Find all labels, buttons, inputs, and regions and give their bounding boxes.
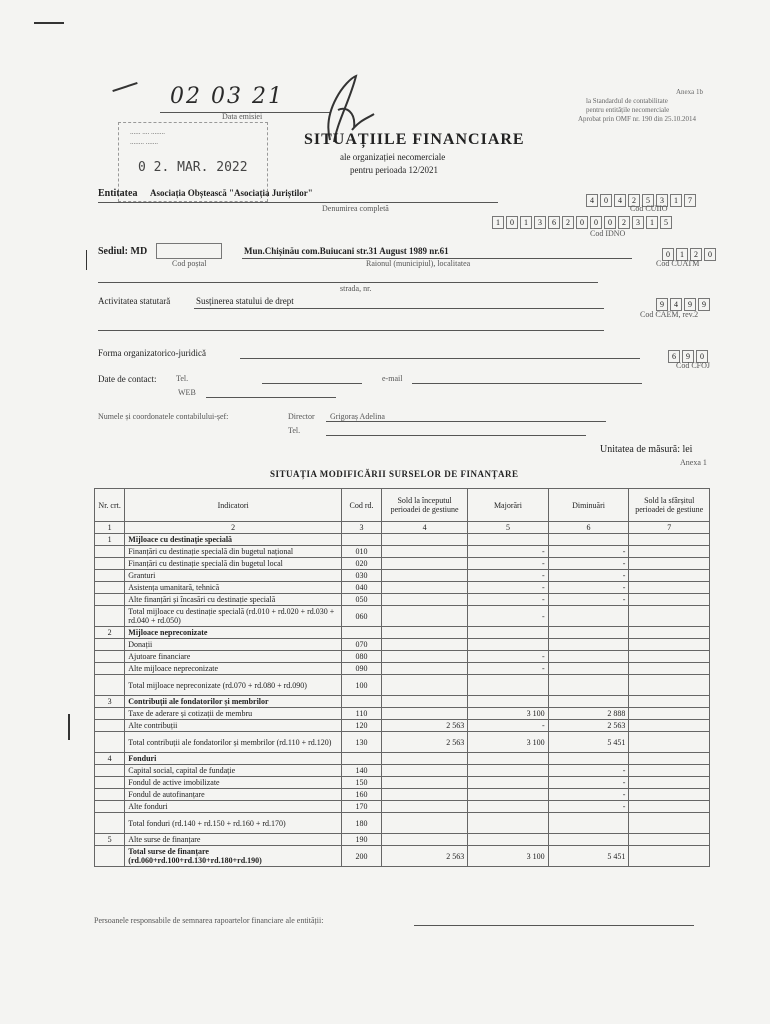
row-closing-balance: [629, 546, 710, 558]
row-closing-balance: [629, 594, 710, 606]
row-nr: 5: [95, 834, 125, 846]
row-code: 070: [342, 639, 382, 651]
row-opening-balance: [381, 627, 467, 639]
row-code: 120: [342, 720, 382, 732]
document-subtitle-1: ale organizației necomerciale: [340, 152, 446, 162]
unit-of-measure: Unitatea de măsură: lei: [600, 444, 693, 455]
caem-label: Cod CAEM, rev.2: [640, 310, 699, 319]
row-code: 060: [342, 606, 382, 627]
table-number-row: [95, 522, 710, 534]
row-opening-balance: [381, 639, 467, 651]
activity-value: Susținerea statului de drept: [196, 296, 294, 306]
row-nr: 1: [95, 534, 125, 546]
row-indicator: Taxe de aderare și cotizații de membru: [125, 708, 342, 720]
annex-line-2: la Standardul de contabilitate: [586, 97, 668, 105]
col-number: 4: [381, 522, 467, 534]
row-nr: [95, 708, 125, 720]
row-closing-balance: [629, 627, 710, 639]
postal-code-caption: Cod poștal: [172, 259, 207, 268]
col-number: 6: [548, 522, 629, 534]
table-row: [95, 813, 710, 834]
col-number: 2: [125, 522, 342, 534]
row-code: 030: [342, 570, 382, 582]
row-decreases: -: [548, 765, 629, 777]
table-row: [95, 534, 710, 546]
street-caption: strada, nr.: [340, 284, 372, 293]
row-increases: -: [468, 663, 548, 675]
scan-mark-left: [68, 714, 70, 740]
row-indicator: Mijloace cu destinație specială: [125, 534, 342, 546]
row-increases: [468, 789, 548, 801]
row-closing-balance: [629, 639, 710, 651]
col-number: 3: [342, 522, 382, 534]
row-opening-balance: 2 563: [381, 732, 467, 753]
email-label: e-mail: [382, 374, 403, 383]
row-increases: [468, 765, 548, 777]
table-caption: SITUAȚIA MODIFICĂRII SURSELOR DE FINANȚARE: [270, 469, 519, 479]
handwritten-date: 02 03 21: [170, 84, 284, 109]
responsible-label: Numele și coordonatele contabilului-șef:: [98, 412, 229, 421]
row-code: 080: [342, 651, 382, 663]
table-row: [95, 663, 710, 675]
row-decreases: -: [548, 558, 629, 570]
legal-form-label: Forma organizatorico-juridică: [98, 348, 207, 358]
table-row: [95, 846, 710, 867]
row-code: 150: [342, 777, 382, 789]
row-opening-balance: [381, 606, 467, 627]
pen-stroke: [112, 82, 137, 92]
row-opening-balance: 2 563: [381, 720, 467, 732]
row-decreases: -: [548, 594, 629, 606]
row-nr: [95, 651, 125, 663]
row-decreases: [548, 534, 629, 546]
row-decreases: -: [548, 789, 629, 801]
row-opening-balance: [381, 534, 467, 546]
table-row: [95, 732, 710, 753]
row-increases: [468, 801, 548, 813]
row-closing-balance: [629, 813, 710, 834]
row-nr: 2: [95, 627, 125, 639]
stamp-date: 0 2. MAR. 2022: [138, 160, 248, 175]
header-code: Cod rd.: [342, 489, 382, 522]
row-nr: [95, 777, 125, 789]
row-indicator: Total surse de finanțare (rd.060+rd.100+rd.130+rd.180+rd.190): [125, 846, 342, 867]
table-row: [95, 639, 710, 651]
table-row: [95, 789, 710, 801]
row-nr: [95, 558, 125, 570]
row-code: 110: [342, 708, 382, 720]
document-title: SITUAȚIILE FINANCIARE: [304, 131, 525, 148]
table-row: [95, 546, 710, 558]
row-closing-balance: [629, 582, 710, 594]
row-closing-balance: [629, 606, 710, 627]
header-decreases: Diminuări: [548, 489, 629, 522]
row-nr: [95, 675, 125, 696]
row-increases: [468, 834, 548, 846]
row-nr: [95, 582, 125, 594]
col-number: 7: [629, 522, 710, 534]
row-decreases: -: [548, 546, 629, 558]
header-closing-balance: Sold la sfârșitul perioadei de gestiune: [629, 489, 710, 522]
row-nr: [95, 594, 125, 606]
row-code: [342, 534, 382, 546]
idno-boxes: 1 0 1 3 6 2 0 0 0 2 3 1 5: [490, 212, 672, 230]
row-decreases: [548, 675, 629, 696]
row-indicator: Alte contribuții: [125, 720, 342, 732]
row-indicator: Finanțări cu destinație specială din bugetul național: [125, 546, 342, 558]
stamp-line-2: ........ .......: [130, 138, 158, 146]
row-closing-balance: [629, 801, 710, 813]
row-nr: [95, 765, 125, 777]
header-nr: Nr. crt.: [95, 489, 125, 522]
row-nr: [95, 732, 125, 753]
row-indicator: Total mijloace cu destinație specială (rd.010 + rd.020 + rd.030 + rd.040 + rd.050): [125, 606, 342, 627]
row-opening-balance: [381, 594, 467, 606]
row-code: [342, 627, 382, 639]
row-nr: [95, 813, 125, 834]
row-code: 170: [342, 801, 382, 813]
row-opening-balance: [381, 777, 467, 789]
table-row: [95, 834, 710, 846]
document-subtitle-2: pentru perioada 12/2021: [350, 165, 438, 175]
row-closing-balance: [629, 846, 710, 867]
row-code: 140: [342, 765, 382, 777]
row-decreases: [548, 627, 629, 639]
entity-value: Asociația Obștească "Asociația Juriștilor": [150, 188, 313, 198]
tel-label: Tel.: [176, 374, 189, 383]
row-opening-balance: [381, 801, 467, 813]
row-opening-balance: [381, 789, 467, 801]
row-opening-balance: [381, 558, 467, 570]
row-code: 190: [342, 834, 382, 846]
cuatm-boxes: 0 1 2 0: [660, 244, 716, 262]
row-indicator: Asistența umanitară, tehnică: [125, 582, 342, 594]
row-decreases: [548, 663, 629, 675]
row-increases: -: [468, 606, 548, 627]
row-closing-balance: [629, 720, 710, 732]
row-decreases: [548, 696, 629, 708]
row-increases: [468, 675, 548, 696]
table-row: [95, 753, 710, 765]
row-code: [342, 696, 382, 708]
footer-responsible-text: Persoanele responsabile de semnarea rapoartelor financiare ale entității:: [94, 916, 324, 925]
table-row: [95, 558, 710, 570]
row-indicator: Donații: [125, 639, 342, 651]
row-indicator: Alte mijloace nepreconizate: [125, 663, 342, 675]
row-decreases: 2 888: [548, 708, 629, 720]
row-indicator: Ajutoare financiare: [125, 651, 342, 663]
header-increases: Majorări: [468, 489, 548, 522]
row-opening-balance: [381, 663, 467, 675]
row-increases: 3 100: [468, 732, 548, 753]
entity-caption: Denumirea completă: [322, 204, 389, 213]
address-caption: Raionul (municipiul), localitatea: [366, 259, 471, 268]
row-decreases: [548, 606, 629, 627]
row-nr: [95, 846, 125, 867]
row-code: [342, 753, 382, 765]
scan-mark-top: [34, 22, 64, 24]
contact-label: Date de contact:: [98, 374, 157, 384]
row-nr: [95, 720, 125, 732]
row-closing-balance: [629, 732, 710, 753]
row-closing-balance: [629, 765, 710, 777]
row-indicator: Granturi: [125, 570, 342, 582]
row-nr: [95, 789, 125, 801]
address-value: Mun.Chișinău com.Buiucani str.31 August 1989 nr.61: [244, 246, 449, 256]
row-increases: -: [468, 651, 548, 663]
row-closing-balance: [629, 534, 710, 546]
row-code: 160: [342, 789, 382, 801]
table-row: [95, 696, 710, 708]
row-opening-balance: [381, 813, 467, 834]
row-nr: 3: [95, 696, 125, 708]
row-increases: [468, 777, 548, 789]
stamp-line-1: ...... .... ........: [130, 128, 165, 136]
row-increases: 3 100: [468, 708, 548, 720]
row-decreases: [548, 639, 629, 651]
row-indicator: Alte surse de finanțare: [125, 834, 342, 846]
row-opening-balance: [381, 834, 467, 846]
table-header-row: [95, 489, 710, 522]
table-row: [95, 801, 710, 813]
row-increases: -: [468, 570, 548, 582]
row-increases: -: [468, 582, 548, 594]
table-body: [95, 534, 710, 867]
idno-label: Cod IDNO: [590, 229, 626, 238]
table-row: [95, 570, 710, 582]
row-decreases: [548, 834, 629, 846]
row-code: 040: [342, 582, 382, 594]
row-code: 050: [342, 594, 382, 606]
row-increases: -: [468, 594, 548, 606]
row-opening-balance: [381, 582, 467, 594]
row-nr: [95, 570, 125, 582]
row-increases: -: [468, 720, 548, 732]
row-opening-balance: [381, 708, 467, 720]
row-code: 020: [342, 558, 382, 570]
table-row: [95, 708, 710, 720]
row-nr: [95, 546, 125, 558]
row-opening-balance: [381, 651, 467, 663]
annex-1-label: Anexa 1: [680, 458, 707, 467]
annex-line-1: Anexa 1b: [676, 88, 704, 96]
row-closing-balance: [629, 696, 710, 708]
row-decreases: 5 451: [548, 846, 629, 867]
row-opening-balance: [381, 765, 467, 777]
row-increases: 3 100: [468, 846, 548, 867]
entity-label: Entitatea: [98, 188, 138, 199]
row-increases: [468, 813, 548, 834]
row-indicator: Capital social, capital de fundație: [125, 765, 342, 777]
row-opening-balance: [381, 570, 467, 582]
row-decreases: [548, 813, 629, 834]
table-row: [95, 582, 710, 594]
row-closing-balance: [629, 789, 710, 801]
postal-code-boxes: [156, 243, 222, 259]
responsible-tel-label: Tel.: [288, 426, 301, 435]
row-opening-balance: [381, 753, 467, 765]
row-closing-balance: [629, 708, 710, 720]
row-increases: [468, 696, 548, 708]
row-closing-balance: [629, 558, 710, 570]
row-indicator: Fondul de active imobilizate: [125, 777, 342, 789]
table-row: [95, 675, 710, 696]
cuiio-boxes: 4 0 4 2 5 3 1 7: [584, 190, 696, 208]
date-label: Data emisiei: [222, 112, 263, 121]
row-indicator: Alte finanțări și încasări cu destinație specială: [125, 594, 342, 606]
cuatm-label: Cod CUATM: [656, 259, 700, 268]
header-indicators: Indicatori: [125, 489, 342, 522]
table-row: [95, 627, 710, 639]
row-increases: [468, 627, 548, 639]
row-opening-balance: [381, 675, 467, 696]
director-label: Director: [288, 412, 315, 421]
row-code: 130: [342, 732, 382, 753]
row-code: 200: [342, 846, 382, 867]
row-closing-balance: [629, 753, 710, 765]
row-indicator: Total contribuții ale fondatorilor și membrilor (rd.110 + rd.120): [125, 732, 342, 753]
row-indicator: Contribuții ale fondatorilor și membrilor: [125, 696, 342, 708]
row-decreases: 2 563: [548, 720, 629, 732]
row-nr: [95, 606, 125, 627]
row-opening-balance: 2 563: [381, 846, 467, 867]
row-closing-balance: [629, 777, 710, 789]
annex-line-4: Aprobat prin OMF nr. 190 din 25.10.2014: [578, 115, 697, 123]
cuiio-label: Cod CUIIO: [630, 204, 668, 213]
financing-sources-table: [94, 488, 710, 867]
table-row: [95, 765, 710, 777]
row-decreases: [548, 651, 629, 663]
row-increases: [468, 534, 548, 546]
address-label: Sediul: MD: [98, 246, 148, 257]
row-decreases: -: [548, 777, 629, 789]
row-decreases: [548, 753, 629, 765]
caem-boxes: 9 4 9 9: [654, 294, 710, 312]
cfoj-boxes: 6 9 0: [666, 346, 708, 364]
row-increases: -: [468, 546, 548, 558]
row-nr: [95, 663, 125, 675]
row-indicator: Fonduri: [125, 753, 342, 765]
activity-label: Activitatea statutară: [98, 296, 171, 306]
row-code: 100: [342, 675, 382, 696]
row-closing-balance: [629, 675, 710, 696]
row-indicator: Alte fonduri: [125, 801, 342, 813]
row-closing-balance: [629, 651, 710, 663]
row-decreases: -: [548, 570, 629, 582]
row-indicator: Total mijloace nepreconizate (rd.070 + rd.080 + rd.090): [125, 675, 342, 696]
scan-mark-left-small: [86, 250, 87, 270]
row-indicator: Total fonduri (rd.140 + rd.150 + rd.160 + rd.170): [125, 813, 342, 834]
row-indicator: Fondul de autofinanțare: [125, 789, 342, 801]
col-number: 1: [95, 522, 125, 534]
cfoj-label: Cod CFOJ: [676, 361, 711, 370]
row-indicator: Mijloace nepreconizate: [125, 627, 342, 639]
row-nr: [95, 639, 125, 651]
row-increases: -: [468, 558, 548, 570]
row-code: 180: [342, 813, 382, 834]
annex-line-3: pentru entitățile necomerciale: [586, 106, 670, 114]
row-increases: [468, 753, 548, 765]
row-decreases: 5 451: [548, 732, 629, 753]
row-opening-balance: [381, 696, 467, 708]
table-row: [95, 606, 710, 627]
col-number: 5: [468, 522, 548, 534]
row-closing-balance: [629, 834, 710, 846]
header-opening-balance: Sold la începutul perioadei de gestiune: [381, 489, 467, 522]
table-row: [95, 720, 710, 732]
table-row: [95, 777, 710, 789]
row-nr: 4: [95, 753, 125, 765]
row-code: 090: [342, 663, 382, 675]
row-opening-balance: [381, 546, 467, 558]
row-nr: [95, 801, 125, 813]
table-row: [95, 594, 710, 606]
row-closing-balance: [629, 663, 710, 675]
row-increases: [468, 639, 548, 651]
row-decreases: -: [548, 582, 629, 594]
row-decreases: -: [548, 801, 629, 813]
director-value: Grigoraș Adelina: [330, 412, 385, 421]
row-code: 010: [342, 546, 382, 558]
web-label: WEB: [178, 388, 196, 397]
table-row: [95, 651, 710, 663]
row-indicator: Finanțări cu destinație specială din bugetul local: [125, 558, 342, 570]
row-closing-balance: [629, 570, 710, 582]
